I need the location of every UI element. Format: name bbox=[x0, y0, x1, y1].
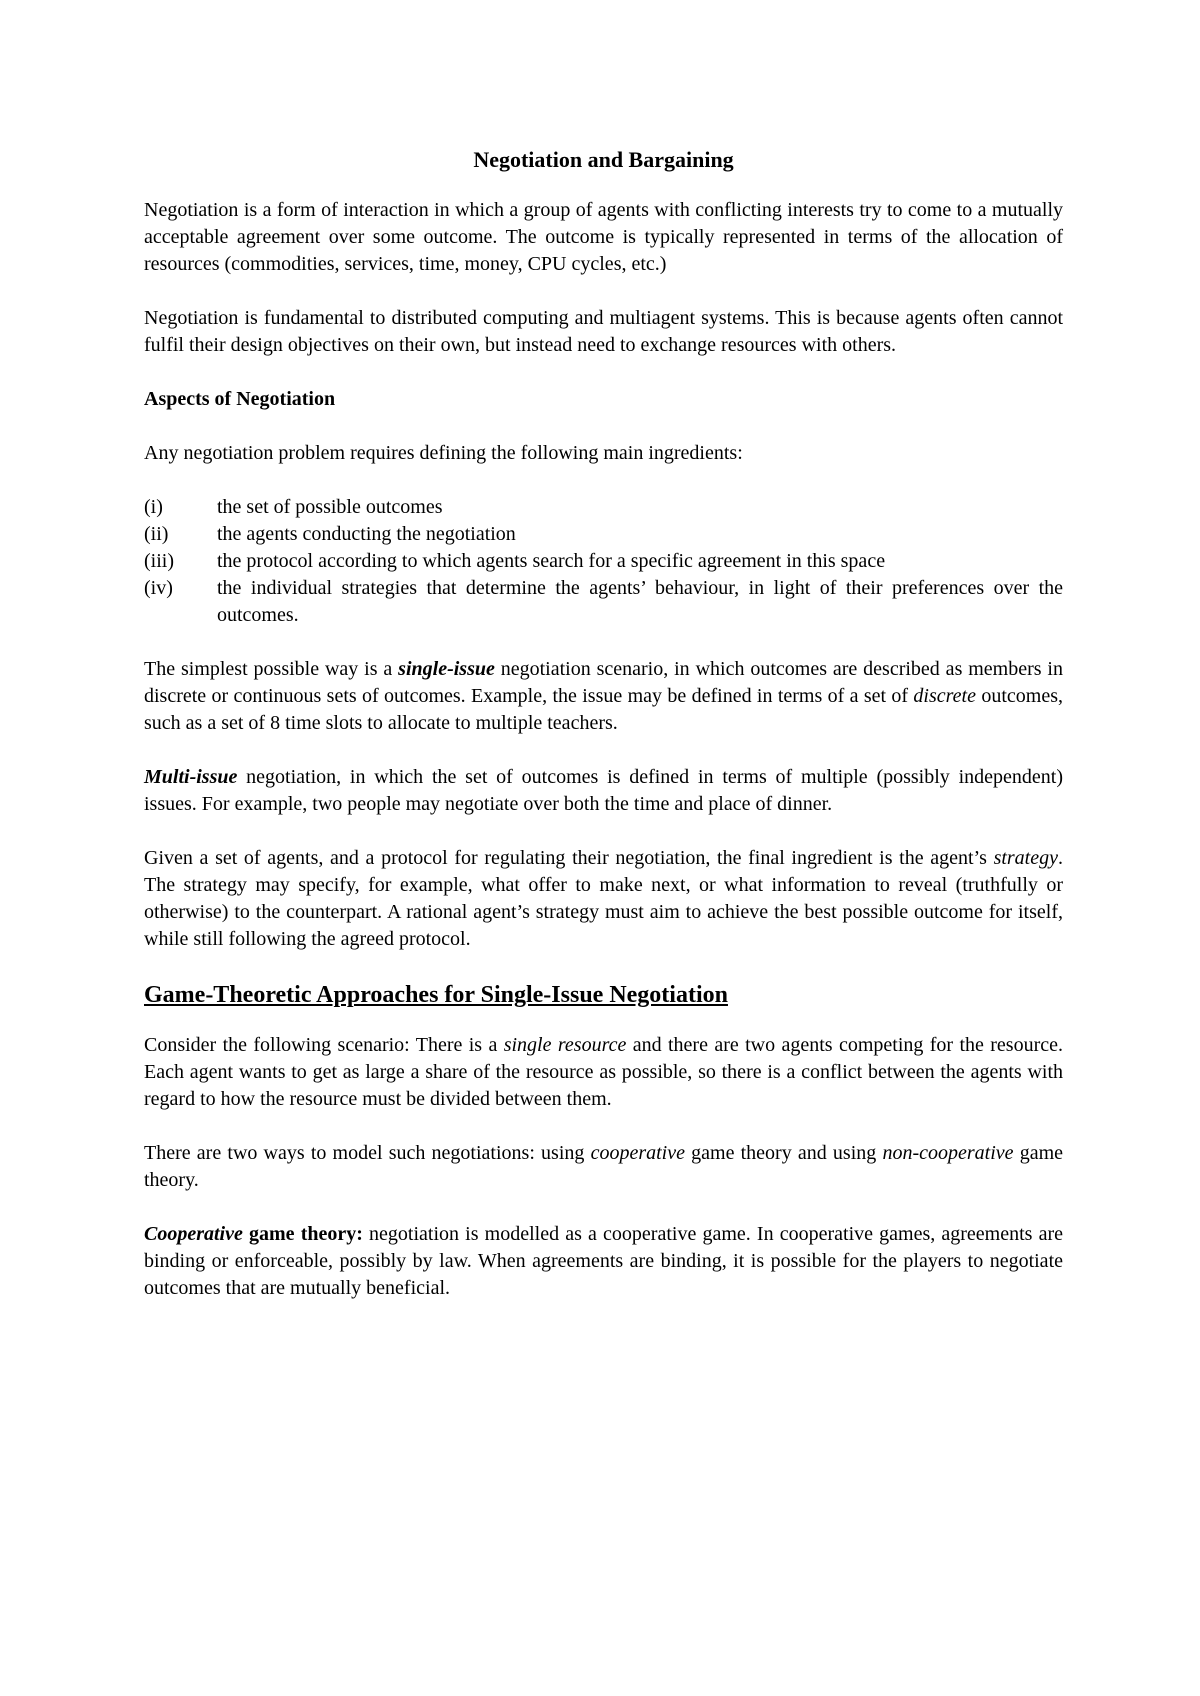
heading-game-theoretic: Game-Theoretic Approaches for Single-Issue Negotiation bbox=[144, 982, 728, 1008]
list-item-number: (iii) bbox=[144, 550, 174, 572]
paragraph-intro: Negotiation is a form of interaction in which a group of agents with conflicting interests try to come to a mutually acceptable agreement over some outcome. The outcome is typically represented in terms of the allocation of resources (commodities, services, time, money, CPU cycles, etc.) bbox=[144, 199, 1063, 275]
list-item bbox=[144, 494, 1063, 521]
text-span: negotiation, in which the set of outcomes is defined in terms of multiple (possibly independent) issues. For example, two people may negotiate over both the time and place of dinner. bbox=[144, 766, 1063, 815]
term-multi-issue: Multi-issue bbox=[144, 766, 238, 788]
text-span: negotiation scenario, in which outcomes are described as members in discrete or continuous sets of outcomes. Example, the issue may be defined in terms of a set of bbox=[144, 658, 1063, 707]
list-item-text: the agents conducting the negotiation bbox=[217, 523, 516, 545]
term-strategy: strategy bbox=[993, 847, 1058, 869]
text-span: Given a set of agents, and a protocol for regulating their negotiation, the final ingredient is the agent’s bbox=[144, 847, 994, 869]
term-cooperative-bold: Cooperative bbox=[144, 1223, 243, 1245]
heading-aspects: Aspects of Negotiation bbox=[144, 388, 336, 410]
text-span: negotiation is modelled as a cooperative game. In cooperative games, agreements are binding or enforceable, possibly by law. When agreements are binding, it is possible for the players to negotiate outcomes that are mutually beneficial. bbox=[144, 1223, 1064, 1299]
list-item-number: (iv) bbox=[144, 577, 173, 599]
list-item bbox=[144, 521, 1063, 548]
document-title: Negotiation and Bargaining bbox=[473, 147, 734, 172]
list-item bbox=[144, 548, 1063, 575]
list-item-number: (i) bbox=[144, 496, 163, 518]
text-span: Consider the following scenario: There is a bbox=[144, 1034, 504, 1056]
term-non-cooperative: non-cooperative bbox=[882, 1142, 1014, 1164]
term-single-resource: single resource bbox=[503, 1034, 627, 1056]
paragraph-single-issue bbox=[144, 656, 1063, 737]
paragraph-ingredients: Any negotiation problem requires defining the following main ingredients: bbox=[144, 442, 743, 464]
paragraph-scenario bbox=[144, 1032, 1063, 1113]
paragraph-cooperative bbox=[144, 1221, 1063, 1302]
text-span: game theory and using bbox=[684, 1142, 883, 1164]
paragraph-fundamental: Negotiation is fundamental to distributed computing and multiagent systems. This is because agents often cannot fulfil their design objectives on their own, but instead need to exchange resources with others. bbox=[144, 307, 1063, 356]
document-body bbox=[144, 145, 1063, 1329]
text-span: The simplest possible way is a bbox=[144, 658, 399, 680]
term-single-issue: single-issue bbox=[398, 658, 495, 680]
text-span: and there are two agents competing for the resource. Each agent wants to get as large a share of the resource as possible, so there is a conflict between the agents with regard to how the resource must be divided between them. bbox=[144, 1034, 1063, 1110]
text-span: . The strategy may specify, for example, what offer to make next, or what information to reveal (truthfully or otherwise) to the counterpart. A rational agent’s strategy must aim to achieve the best possible outcome for itself, while still following the agreed protocol. bbox=[144, 847, 1063, 950]
text-span: There are two ways to model such negotiations: using bbox=[144, 1142, 591, 1164]
list-item-text: the individual strategies that determine the agents’ behaviour, in light of their preferences over the outcomes. bbox=[217, 577, 1063, 626]
paragraph-two-ways bbox=[144, 1140, 1063, 1194]
paragraph-strategy bbox=[144, 845, 1063, 953]
term-cooperative: cooperative bbox=[590, 1142, 685, 1164]
text-span: game theory. bbox=[144, 1142, 1064, 1191]
list-item-text: the protocol according to which agents search for a specific agreement in this space bbox=[217, 550, 886, 572]
ingredients-list bbox=[144, 494, 1063, 629]
term-discrete: discrete bbox=[913, 685, 976, 707]
term-game-theory: game theory: bbox=[242, 1223, 363, 1245]
text-span: outcomes, such as a set of 8 time slots to allocate to multiple teachers. bbox=[144, 685, 1063, 734]
list-item-text: the set of possible outcomes bbox=[217, 496, 443, 518]
paragraph-multi-issue bbox=[144, 764, 1063, 818]
list-item bbox=[144, 575, 1063, 629]
list-item-number: (ii) bbox=[144, 523, 169, 545]
